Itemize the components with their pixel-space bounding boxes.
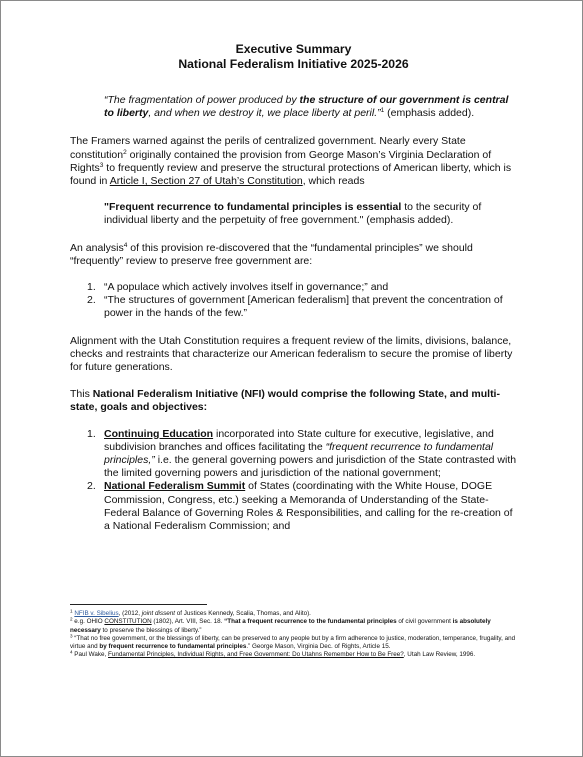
goal-text-2: i.e. the general governing powers and jurisdiction of the State contrasted with the limited governing powers and jurisdiction of the national government;: [104, 454, 517, 480]
footnote-text-bold: “That a frequent recurrence to the fundamental principles: [224, 618, 397, 626]
footnote-divider: [70, 604, 207, 605]
goal-text-italic: “frequent recurrence to fundamental principles,”: [104, 440, 494, 467]
list-item-text: “The structures of government [American federalism] that prevent the concentration of power in the hands of the few.”: [104, 294, 503, 320]
opening-quote-suffix: (emphasis added).: [384, 107, 475, 120]
title-line-2: National Federalism Initiative 2025-2026: [178, 57, 409, 71]
list-item-number: 2.: [87, 294, 96, 307]
footnote-ref-2[interactable]: 2: [123, 148, 127, 156]
footnote-number: 3: [70, 633, 73, 639]
footnote-text: e.g. OHIO: [72, 618, 105, 626]
paragraph-framers-text-3: to frequently review and preserve the structural protections of American liberty, which is found in: [70, 161, 512, 188]
footnote-text: of civil government: [396, 618, 453, 626]
list-item: [70, 428, 517, 481]
footnote-ref-1[interactable]: 1: [380, 107, 385, 115]
utah-constitution-reference: Article I, Section 27 of Utah’s Constitution: [109, 175, 303, 188]
paragraph-framers-text-1: The Framers warned against the perils of centralized government. Nearly every State constitution: [70, 135, 466, 161]
footnote-text: of Justices Kennedy, Scalia, Thomas, and Alito).: [175, 610, 311, 617]
footnote-text: , Utah Law Review, 1996.: [403, 651, 476, 659]
opening-quote-part-2: , and when we destroy it, we place liberty at peril.: [148, 107, 378, 120]
opening-quote-emphasis: the structure of our government is central to liberty: [104, 94, 509, 120]
paragraph-framers: [70, 135, 517, 188]
footnote-number: 2: [70, 616, 73, 622]
opening-quote-part-1: The fragmentation of power produced by: [107, 94, 300, 106]
list-item: [70, 281, 517, 294]
paragraph-analysis-text-2: of this provision re-discovered that the “fundamental principles” we should “frequently” review to preserve free government are:: [70, 241, 473, 267]
footnote-number: 4: [70, 649, 73, 655]
list-item: [70, 480, 517, 533]
title-line-1: Executive Summary: [235, 42, 352, 56]
page-body: [70, 42, 517, 533]
footnote-text: .” George Mason, Virginia Dec. of Rights, Article 15.: [246, 643, 391, 651]
paragraph-framers-text-4: , which reads: [302, 175, 365, 188]
footnote-number: 1: [70, 608, 73, 614]
opening-quote: [104, 94, 511, 120]
footnote-text: , (2012,: [118, 610, 142, 617]
list-item-number: 1.: [87, 281, 96, 294]
footnote-text-italic: joint dissent: [141, 610, 176, 617]
footnote-text-underlined: CONSTITUTION: [104, 618, 152, 626]
list-item-number: 1.: [87, 427, 96, 440]
list-item: [70, 294, 517, 320]
footnote-ref-3[interactable]: 3: [99, 161, 104, 169]
goal-text-1: of States (coordinating with the White House, DOGE Commission, Congress, etc.) seeking a Memoranda of Understanding of the State-Federal Balance of Governing Roles & Responsibilities, and calling for the re-creation of a National Federalism Commission; and: [104, 480, 513, 533]
goal-heading-federalism-summit: National Federalism Summit: [104, 480, 246, 493]
list-item-text: “A populace which actively involves itself in governance;” and: [104, 281, 389, 294]
paragraph-nfi-text-1: This: [70, 388, 93, 401]
opening-quote-close: ”: [377, 107, 381, 120]
footnote-4: [70, 651, 517, 659]
utah-constitution-quote: [104, 201, 511, 227]
footnote-text: Paul Wake,: [72, 651, 109, 659]
paragraph-analysis-text-1: An analysis: [70, 241, 124, 254]
goal-heading-continuing-education: Continuing Education: [104, 427, 214, 440]
list-item-number: 2.: [87, 480, 96, 493]
footnote-text: “That no free government, or the blessings of liberty, can be preserved to any people but by a firm adherence to justice, moderation, temperance, frugality, and virtue and: [70, 634, 516, 651]
goal-text-1: incorporated into State culture for executive, legislative, and subdivision branches and offices facilitating the: [104, 427, 494, 453]
utah-quote-rest: to the security of individual liberty and the perpetuity of free government." (emphasis added).: [104, 201, 482, 227]
opening-quote-open: “: [104, 94, 108, 106]
footnote-3: [70, 635, 517, 652]
page-title: [70, 42, 517, 72]
footnote-text-bold: by frequent recurrence to fundamental principles: [99, 643, 247, 651]
footnote-text: to preserve the blessings of liberty.”: [100, 626, 202, 634]
paragraph-framers-text-2: originally contained the provision from George Mason’s Virginia Declaration of Rights: [70, 148, 492, 174]
paragraph-analysis: [70, 242, 517, 268]
footnote-text-bold: is absolutely necessary: [70, 618, 491, 634]
footnote-ref-4[interactable]: 4: [123, 241, 128, 249]
nfib-case-link[interactable]: NFIB v. Sibelius: [74, 610, 119, 617]
utah-quote-emphasis: Frequent recurrence to fundamental principles is essential: [108, 201, 402, 214]
utah-quote-open: ": [104, 201, 109, 214]
paragraph-nfi: [70, 388, 517, 414]
paragraph-alignment: Alignment with the Utah Constitution requires a frequent review of the limits, divisions, balance, checks and restraints that characterize our American federalism to secure the promise of liberty for future generations.: [70, 334, 513, 374]
footnote-text: (1802), Art. VIII, Sec. 18.: [151, 618, 225, 626]
footnotes: [70, 610, 517, 660]
paragraph-nfi-emphasis: National Federalism Initiative (NFI) would comprise the following State, and multi-state, goals and objectives:: [70, 388, 500, 414]
goals-list: [70, 428, 517, 534]
footnote-text-underlined: Fundamental Principles, Individual Rights, and Free Government: Do Utahns Remember How to Be Free?: [108, 651, 404, 659]
footnote-2: [70, 618, 517, 635]
principles-list: [70, 281, 517, 321]
